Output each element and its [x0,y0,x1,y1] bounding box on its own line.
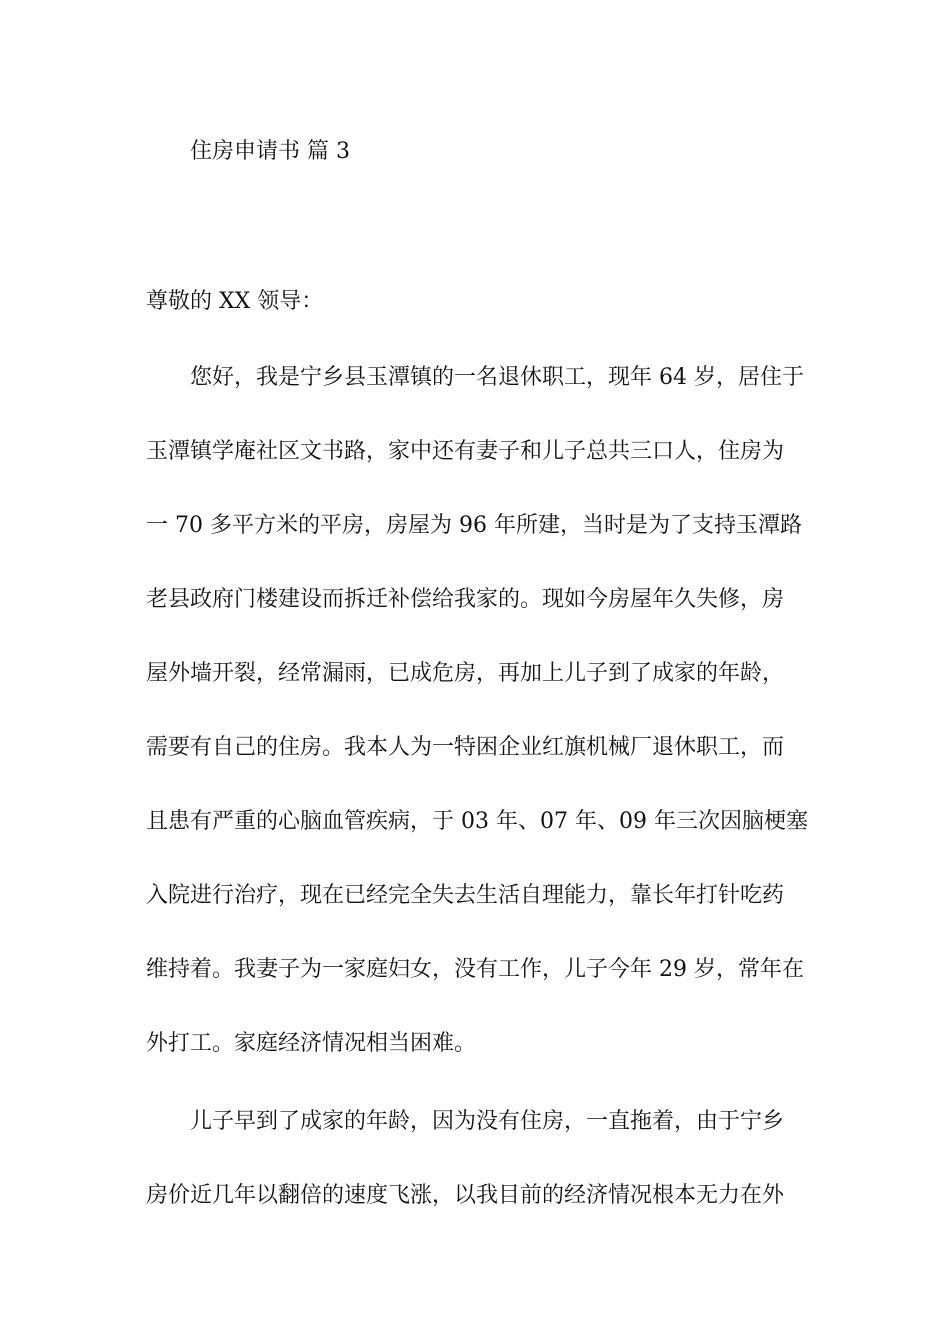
paragraph-line-4: 老县政府门楼建设而拆迁补偿给我家的。现如今房屋年久失修，房 [146,587,785,612]
paragraph-line-5: 屋外墙开裂，经常漏雨，已成危房，再加上儿子到了成家的年龄， [146,661,785,686]
paragraph-line-9: 维持着。我妻子为一家庭妇女，没有工作，儿子今年 29 岁，常年在 [146,957,804,982]
paragraph-line-2: 玉潭镇学庵社区文书路，家中还有妻子和儿子总共三口人，住房为 [146,439,785,464]
paragraph-line-8: 入院进行治疗，现在已经完全失去生活自理能力，靠长年打针吃药 [146,883,785,908]
paragraph-line-6: 需要有自己的住房。我本人为一特困企业红旗机械厂退休职工，而 [146,735,785,760]
paragraph-line-10: 外打工。家庭经济情况相当困难。 [146,1031,477,1056]
paragraph-line-11: 儿子早到了成家的年龄，因为没有住房，一直拖着，由于宁乡 [190,1109,785,1134]
salutation: 尊敬的 XX 领导： [146,289,324,314]
paragraph-line-7: 且患有严重的心脑血管疾病，于 03 年、07 年、09 年三次因脑梗塞 [146,809,808,834]
paragraph-line-12: 房价近几年以翻倍的速度飞涨，以我目前的经济情况根本无力在外 [146,1183,785,1208]
paragraph-line-1: 您好，我是宁乡县玉潭镇的一名退休职工，现年 64 岁，居住于 [190,365,804,390]
paragraph-line-3: 一 70 多平方米的平房，房屋为 96 年所建，当时是为了支持玉潭路 [146,513,802,538]
document-title: 住房申请书 篇 3 [190,139,350,164]
